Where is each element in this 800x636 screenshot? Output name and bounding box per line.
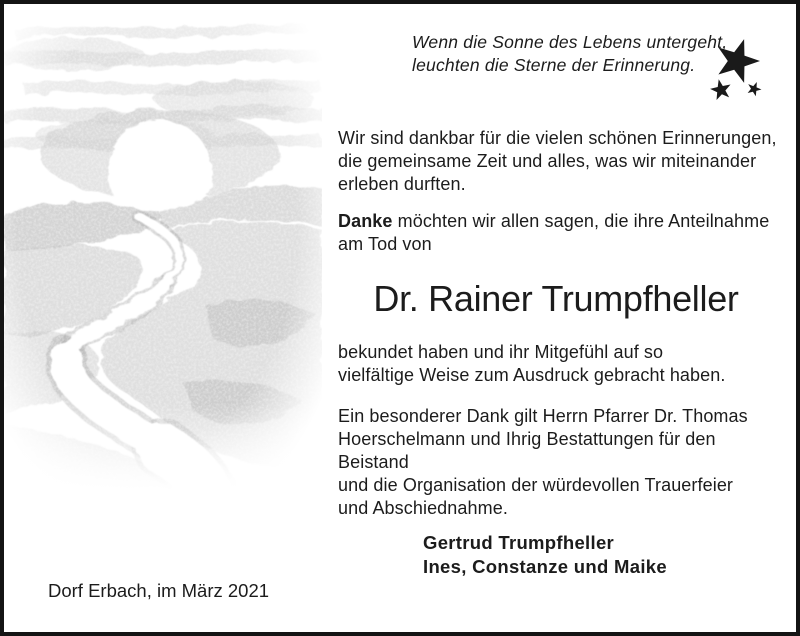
intro-line: erleben durften. [338, 174, 466, 194]
special-thanks-line: Hoerschelmann und Ihrig Bestattungen für den Beistand [338, 429, 716, 472]
intro-paragraph [338, 127, 780, 196]
thanks-line [338, 210, 780, 233]
star-icon-large [710, 32, 764, 85]
signature-line: Gertrud Trumpfheller [423, 532, 615, 553]
special-thanks-line: und Abschiednahme. [338, 498, 508, 518]
family-signature [423, 531, 667, 579]
condolence-line: vielfältige Weise zum Ausdruck gebracht haben. [338, 365, 726, 385]
condolence-line: bekundet haben und ihr Mitgefühl auf so [338, 342, 664, 362]
intro-line: Wir sind dankbar für die vielen schönen Erinnerungen, [338, 128, 777, 148]
star-icon-medium [708, 77, 733, 101]
special-thanks-paragraph [338, 405, 780, 520]
special-thanks-line: und die Organisation der würdevollen Trauerfeier [338, 475, 734, 495]
place-dateline: Dorf Erbach, im März 2021 [48, 580, 270, 601]
epigraph-quote [412, 31, 727, 77]
thanks-paragraph [338, 210, 780, 256]
thanks-line-rest: möchten wir allen sagen, die ihre Anteilnahme [392, 211, 770, 231]
epigraph-line: leuchten die Sterne der Erinnerung. [412, 55, 696, 75]
signature-line: Ines, Constanze und Maike [423, 556, 667, 577]
deceased-name: Dr. Rainer Trumpfheller [373, 278, 739, 319]
stars-icon-group [700, 30, 782, 106]
condolence-paragraph [338, 341, 780, 387]
pencil-landscape-sketch-image [4, 4, 322, 490]
epigraph-line: Wenn die Sonne des Lebens untergeht, [412, 32, 728, 52]
thanks-bold-word: Danke [338, 211, 393, 231]
thanks-line: am Tod von [338, 234, 432, 254]
special-thanks-line: Ein besonderer Dank gilt Herrn Pfarrer Dr. Thomas [338, 406, 748, 426]
intro-line: die gemeinsame Zeit und alles, was wir miteinander [338, 151, 757, 171]
star-icon-small [745, 79, 763, 97]
